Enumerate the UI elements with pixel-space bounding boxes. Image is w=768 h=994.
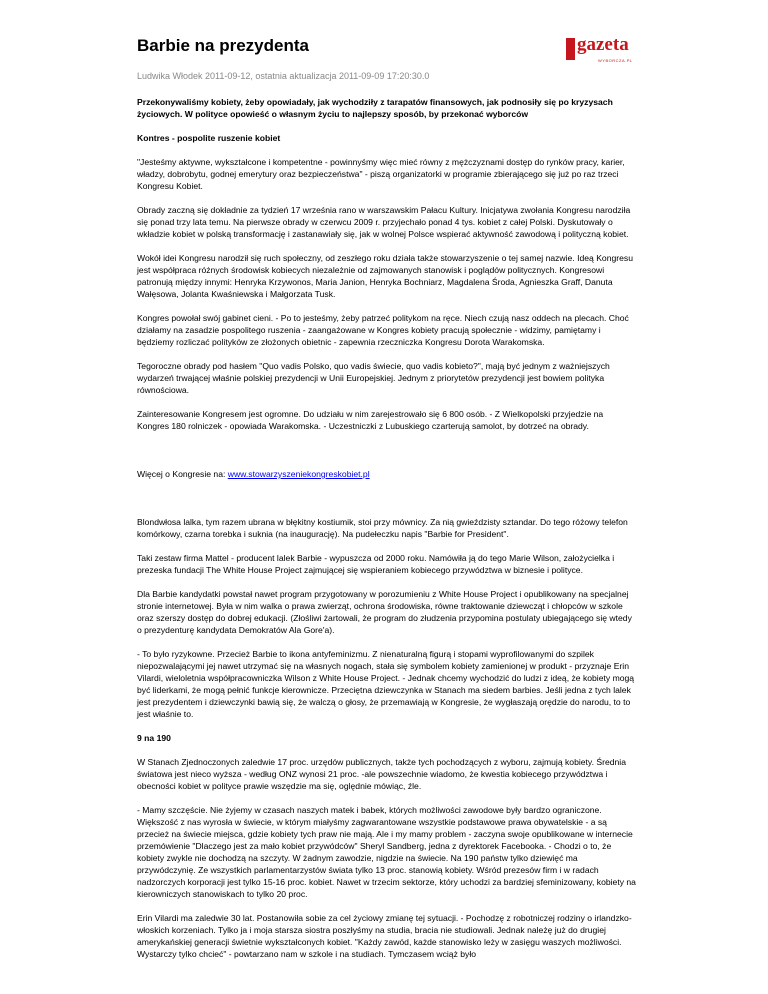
- subheading: Kontres - pospolite ruszenie kobiet: [137, 133, 281, 143]
- more-info-line: [137, 468, 637, 480]
- logo-mark: [566, 38, 575, 60]
- gazeta-logo: [566, 36, 632, 64]
- article-title: Barbie na prezydenta: [137, 36, 309, 55]
- kongres-link[interactable]: www.stowarzyszeniekongreskobiet.pl: [227, 469, 370, 479]
- paragraph: - Mamy szczęście. Nie żyjemy w czasach naszych matek i babek, których możliwości zawodowe były bardzo ograniczone. Większość z nas wyrosła w świecie, w którym miałyśmy zagwarantowane wszystkie podstawowe prawa obywatelskie - a są przecież na świecie miejsca, gdzie kobiety tych praw nie mają. Ale i my mamy problem - zaczyna swoje opublikowane w internecie przemówienie "Dlaczego jest za mało kobiet przywódców" Sheryl Sandberg, jedna z dyrektorek Facebooka. - Chodzi o to, że kobiety zwykle nie dochodzą na szczyty. W żadnym zawodzie, nigdzie na świecie. Na 190 państw tylko dziewięć ma przywódczynię. Ze wszystkich parlamentarzystów świata tylko 13 proc. stanowią kobiety. Wśród prezesów firm i w radach nadzorczych korporacji jest tylko 15-16 proc. kobiet. Nawet w trzecim sektorze, który uchodzi za bardziej sfeminizowany, kobiety na kierowniczych stanowiskach to tylko 20 proc.: [137, 805, 636, 899]
- paragraph: Taki zestaw firma Mattel - producent lalek Barbie - wypuszcza od 2000 roku. Namówiła ją do tego Marie Wilson, założycielka i prezeska fundacji The White House Project zajmującej się wspieraniem kobiecego przywództwa w biznesie i polityce.: [137, 553, 615, 575]
- paragraph: Obrady zaczną się dokładnie za tydzień 17 września rano w warszawskim Pałacu Kultury. Inicjatywa zwołania Kongresu narodziła się ponad trzy lata temu. Na pierwsze obrady w czerwcu 2009 r. przyjechało ponad 4 tys. kobiet z całej Polski. Dyskutowały o wkładzie kobiet w polską transformację i zastanawiały się, jak w wolnej Polsce wspierać aktywność zawodową i polityczną kobiet.: [137, 205, 631, 239]
- paragraph: Erin Vilardi ma zaledwie 30 lat. Postanowiła sobie za cel życiowy zmianę tej sytuacji. - Pochodzę z robotniczej rodziny o irlandzko-włoskich korzeniach. Tylko ja i moja starsza siostra poszłyśmy na studia, bracia nie studiowali. Jednak należę już do drugiej amerykańskiej generacji świetnie wykształconych kobiet. "Każdy zawód, każde stanowisko leży w zasięgu waszych możliwości. Wystarczy tylko chcieć" - powtarzano nam w szkole i na studiach. Tymczasem wciąż było: [137, 913, 632, 959]
- logo-wordmark: gazeta: [577, 34, 629, 55]
- paragraph: - To było ryzykowne. Przecież Barbie to ikona antyfeminizmu. Z nienaturalną figurą i stopami wyprofilowanymi do szpilek niepozwalającymi jej nawet utrzymać się na własnych nogach, stała się symbolem kobiety zamienionej w produkt - przyznaje Erin Vilardi, wieloletnia współpracowniczka Wilson z White House Project. - Jednak chcemy wychodzić do ludzi z ideą, że kobiety mogą być liderkami, że mogą pełnić funkcje kierownicze. Przeciętna dziewczynka w Stanach ma siedem barbies. Jeśli jedna z tych lalek jest prezydentem i dziewczynki bawią się, że walczą o głosy, że przemawiają w Kongresie, że wygłaszają orędzie do narodu, to to jest właśnie to.: [137, 649, 635, 719]
- paragraph: Dla Barbie kandydatki powstał nawet program przygotowany w porozumieniu z White House Project i opublikowany na specjalnej stronie internetowej. Była w nim walka o prawa zwierząt, ochrona środowiska, równe traktowanie dziewcząt i chłopców w szkole oraz szerszy dostęp do dobrej edukacji. (Złośliwi żartowali, że program do złudzenia przypomina postulaty ubiegającego się wtedy o prezydenturę kandydata Demokratów Ala Gore'a).: [137, 589, 632, 635]
- more-info-prefix: Więcej o Kongresie na:: [137, 469, 228, 479]
- paragraph: Zainteresowanie Kongresem jest ogromne. Do udziału w nim zarejestrowało się 6 800 osób. - Z Wielkopolski przyjedzie na Kongres 180 rolniczek - opowiada Warakomska. - Uczestniczki z Lubuskiego czarterują samolot, by dotrzeć na obrady.: [137, 409, 604, 431]
- logo-subtitle: WYBORCZA.PL: [598, 58, 633, 63]
- paragraph: Blondwłosa lalka, tym razem ubrana w błękitny kostiumik, stoi przy mównicy. Za nią gwieździsty sztandar. Do tego różowy telefon komórkowy, czarna torebka i suknia (na inaugurację). Na pudełeczku napis "Barbie for President".: [137, 517, 628, 539]
- spacer: [137, 444, 637, 468]
- article-body: [137, 96, 637, 972]
- article-byline: Ludwika Włodek 2011-09-12, ostatnia aktualizacja 2011-09-09 17:20:30.0: [137, 71, 430, 81]
- paragraph: Wokół idei Kongresu narodził się ruch społeczny, od zeszłego roku działa także stowarzyszenie o tej samej nazwie. Ideą Kongresu jest współpraca różnych środowisk kobiecych niezależnie od zajmowanych stanowisk i poglądów politycznych. Kongresowi patronują między innymi: Henryka Krzywonos, Maria Janion, Henryka Bochniarz, Magdalena Środa, Agnieszka Graff, Danuta Wałęsowa, Jolanta Kwaśniewska i Małgorzata Tusk.: [137, 253, 633, 299]
- subheading: 9 na 190: [137, 733, 171, 743]
- paragraph: "Jesteśmy aktywne, wykształcone i kompetentne - powinnyśmy więc mieć równy z mężczyznami dostęp do rynków pracy, karier, władzy, dobrobytu, godnej emerytury oraz bezpieczeństwa" - piszą organizatorki w programie zbierającego się już po raz trzeci Kongresu Kobiet.: [137, 157, 625, 191]
- spacer: [137, 492, 637, 516]
- paragraph: Tegoroczne obrady pod hasłem "Quo vadis Polsko, quo vadis świecie, quo vadis kobieto?", mają być jednym z ważniejszych wydarzeń trwającej właśnie polskiej prezydencji w Unii Europejskiej. Jednym z priorytetów prezydencji jest bowiem polityka równościowa.: [137, 361, 610, 395]
- paragraph: W Stanach Zjednoczonych zaledwie 17 proc. urzędów publicznych, także tych pochodzących z wyboru, zajmują kobiety. Średnia światowa jest nieco wyższa - według ONZ wynosi 21 proc. -ale powszechnie wiadomo, że kwestia kobiecego przywództwa i obecności kobiet w polityce prawie wszędzie ma się, oględnie mówiąc, źle.: [137, 757, 626, 791]
- article-lead: Przekonywaliśmy kobiety, żeby opowiadały, jak wychodziły z tarapatów finansowych, jak podnosiły się po kryzysach życiowych. W polityce opowieść o własnym życiu to najlepszy sposób, by przekonać wyborców: [137, 97, 613, 119]
- paragraph: Kongres powołał swój gabinet cieni. - Po to jesteśmy, żeby patrzeć politykom na ręce. Niech czują nasz oddech na plecach. Choć działamy na zasadzie pospolitego ruszenia - zaangażowane w Kongres kobiety pracują społecznie - widzimy, pamiętamy i będziemy rozliczać polityków ze złożonych obietnic - zapewnia rzeczniczka Kongresu Dorota Warakomska.: [137, 313, 629, 347]
